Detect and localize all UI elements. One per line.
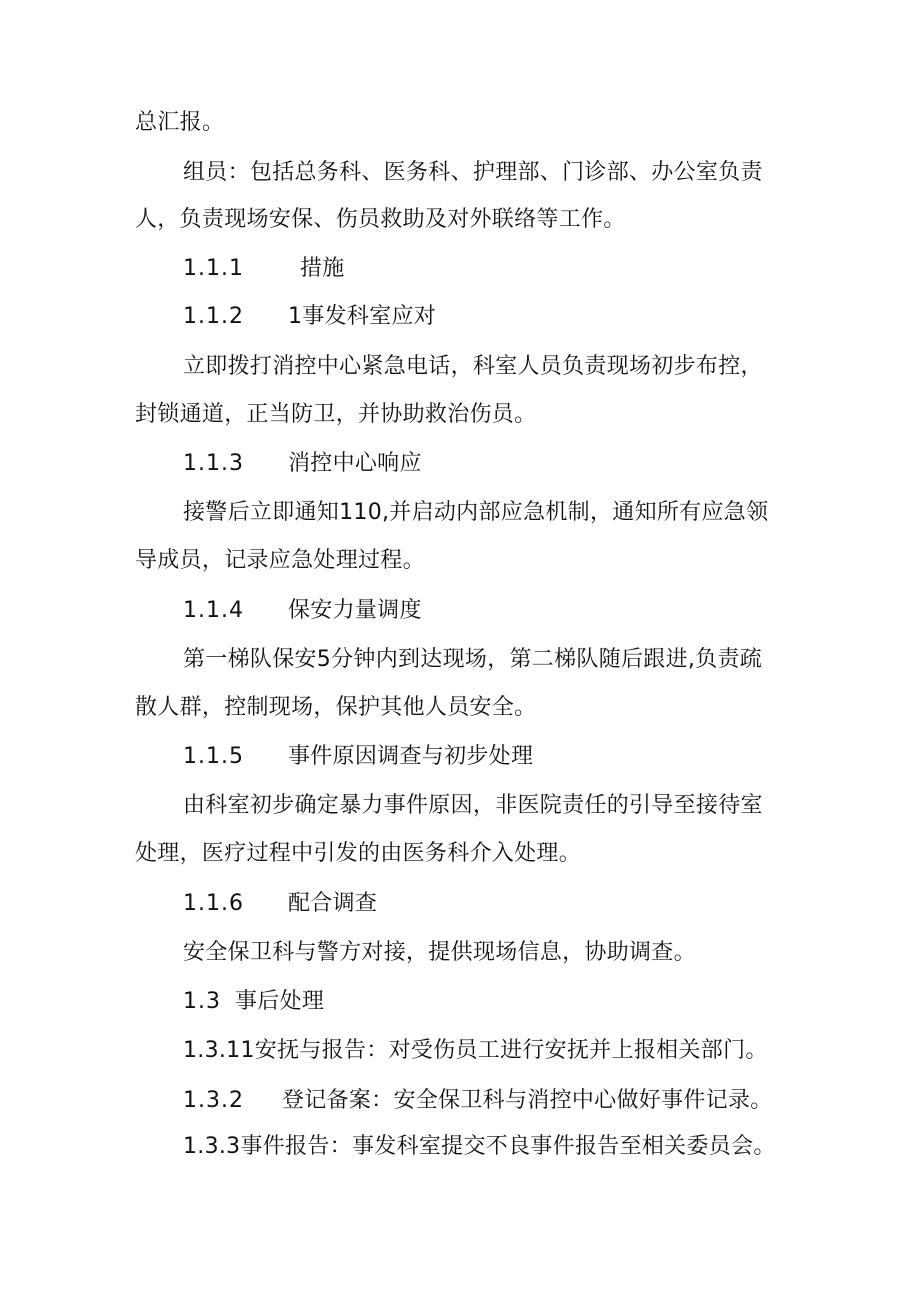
section-number: 1.1.4 [183, 598, 244, 623]
section-number: 1.1.6 [183, 891, 244, 916]
paragraph-line: 立即拨打消控中心紧急电话，科室人员负责现场初步布控， [183, 354, 763, 379]
section-heading-1-1-4 [183, 596, 422, 626]
section-number: 1.1.1 [183, 256, 244, 281]
paragraph-line: 封锁通道，正当防卫，并协助救治伤员。 [135, 402, 537, 427]
section-title: 登记备案：安全保卫科与消控中心做好事件记录。 [281, 1088, 773, 1113]
section-heading-1-1-5 [183, 742, 533, 772]
paragraph-line: 接警后立即通知110,并启动内部应急机制，通知所有应急领 [183, 500, 769, 525]
section-number: 1.1.3 [183, 451, 244, 476]
section-heading-1-1-3 [183, 449, 422, 479]
section-heading-1-1-2 [183, 302, 436, 332]
section-heading-1-1-6 [183, 889, 377, 919]
paragraph-line: 1.3.11安抚与报告：对受伤员工进行安抚并上报相关部门。 [183, 1038, 768, 1063]
paragraph-line: 导成员，记录应急处理过程。 [135, 548, 425, 573]
paragraph-line: 第一梯队保安5分钟内到达现场，第二梯队随后跟进,负责疏 [183, 647, 763, 672]
section-title: 1事发科室应对 [287, 304, 437, 329]
section-number: 1.1.5 [183, 744, 244, 769]
section-title: 事后处理 [235, 989, 325, 1014]
section-number: 1.3.2 [183, 1088, 244, 1113]
section-title: 配合调查 [287, 891, 378, 916]
section-number: 1.1.2 [183, 304, 244, 329]
paragraph-line: 1.3.3事件报告：事发科室提交不良事件报告至相关委员会。 [183, 1134, 776, 1159]
paragraph-line: 散人群，控制现场，保护其他人员安全。 [135, 695, 537, 720]
section-heading-1-1-1 [183, 254, 345, 284]
section-number: 1.3 [183, 989, 221, 1014]
paragraph-line: 由科室初步确定暴力事件原因，非医院责任的引导至接待室 [183, 793, 763, 818]
section-title: 措施 [299, 256, 345, 281]
section-heading-1-3-2 [183, 1086, 773, 1116]
paragraph-line: 总汇报。 [135, 110, 225, 135]
paragraph-line: 处理，医疗过程中引发的由医务科介入处理。 [135, 841, 582, 866]
section-title: 事件原因调查与初步处理 [287, 744, 534, 769]
paragraph-line: 组员：包括总务科、医务科、护理部、门诊部、办公室负责 [183, 160, 763, 185]
section-title: 消控中心响应 [287, 451, 422, 476]
section-heading-1-3 [183, 987, 324, 1017]
paragraph-line: 安全保卫科与警方对接，提供现场信息，协助调查。 [183, 940, 696, 965]
paragraph-line: 人，负责现场安保、伤员救助及对外联络等工作。 [135, 207, 626, 232]
section-title: 保安力量调度 [287, 598, 422, 623]
